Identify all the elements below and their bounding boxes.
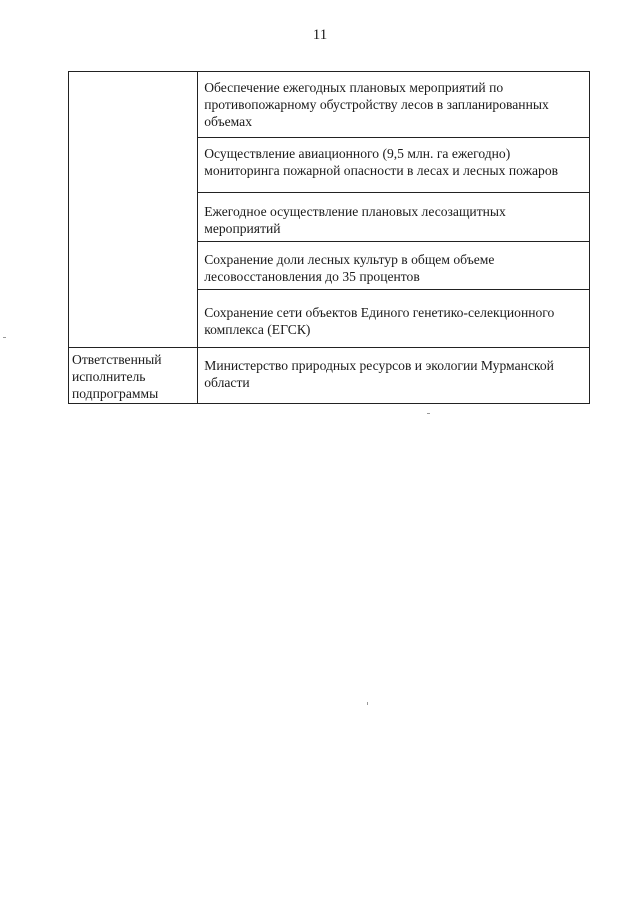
- table-row: [69, 72, 590, 138]
- table-row: [69, 348, 590, 404]
- target-cell: [198, 242, 590, 290]
- target-cell: [198, 290, 590, 348]
- target-text: Осуществление авиационного (9,5 млн. га ежегодно) мониторинга пожарной опасности в лесах и лесных пожаров: [204, 146, 559, 178]
- target-text: Сохранение сети объектов Единого генетико-селекционного комплекса (ЕГСК): [204, 305, 555, 337]
- scan-speck: [367, 702, 368, 705]
- target-cell: [198, 193, 590, 242]
- executor-label: Ответственный исполнитель подпрограммы: [72, 352, 162, 401]
- target-cell: [198, 138, 590, 193]
- target-text: Ежегодное осуществление плановых лесозащитных мероприятий: [204, 204, 506, 236]
- page-number: 11: [312, 27, 328, 43]
- target-text: Сохранение доли лесных культур в общем объеме лесовосстановления до 35 процентов: [204, 252, 495, 284]
- target-text: Обеспечение ежегодных плановых мероприятий по противопожарному обустройству лесов в запланированных объемах: [204, 80, 549, 129]
- executor-value: Министерство природных ресурсов и экологии Мурманской области: [204, 358, 554, 390]
- executor-label-cell: [69, 348, 198, 404]
- scan-speck: [427, 413, 430, 414]
- program-passport-table: [68, 71, 590, 404]
- left-cell-empty: [69, 72, 198, 348]
- target-cell: [198, 72, 590, 138]
- executor-value-cell: [198, 348, 590, 404]
- scan-speck: [3, 337, 6, 338]
